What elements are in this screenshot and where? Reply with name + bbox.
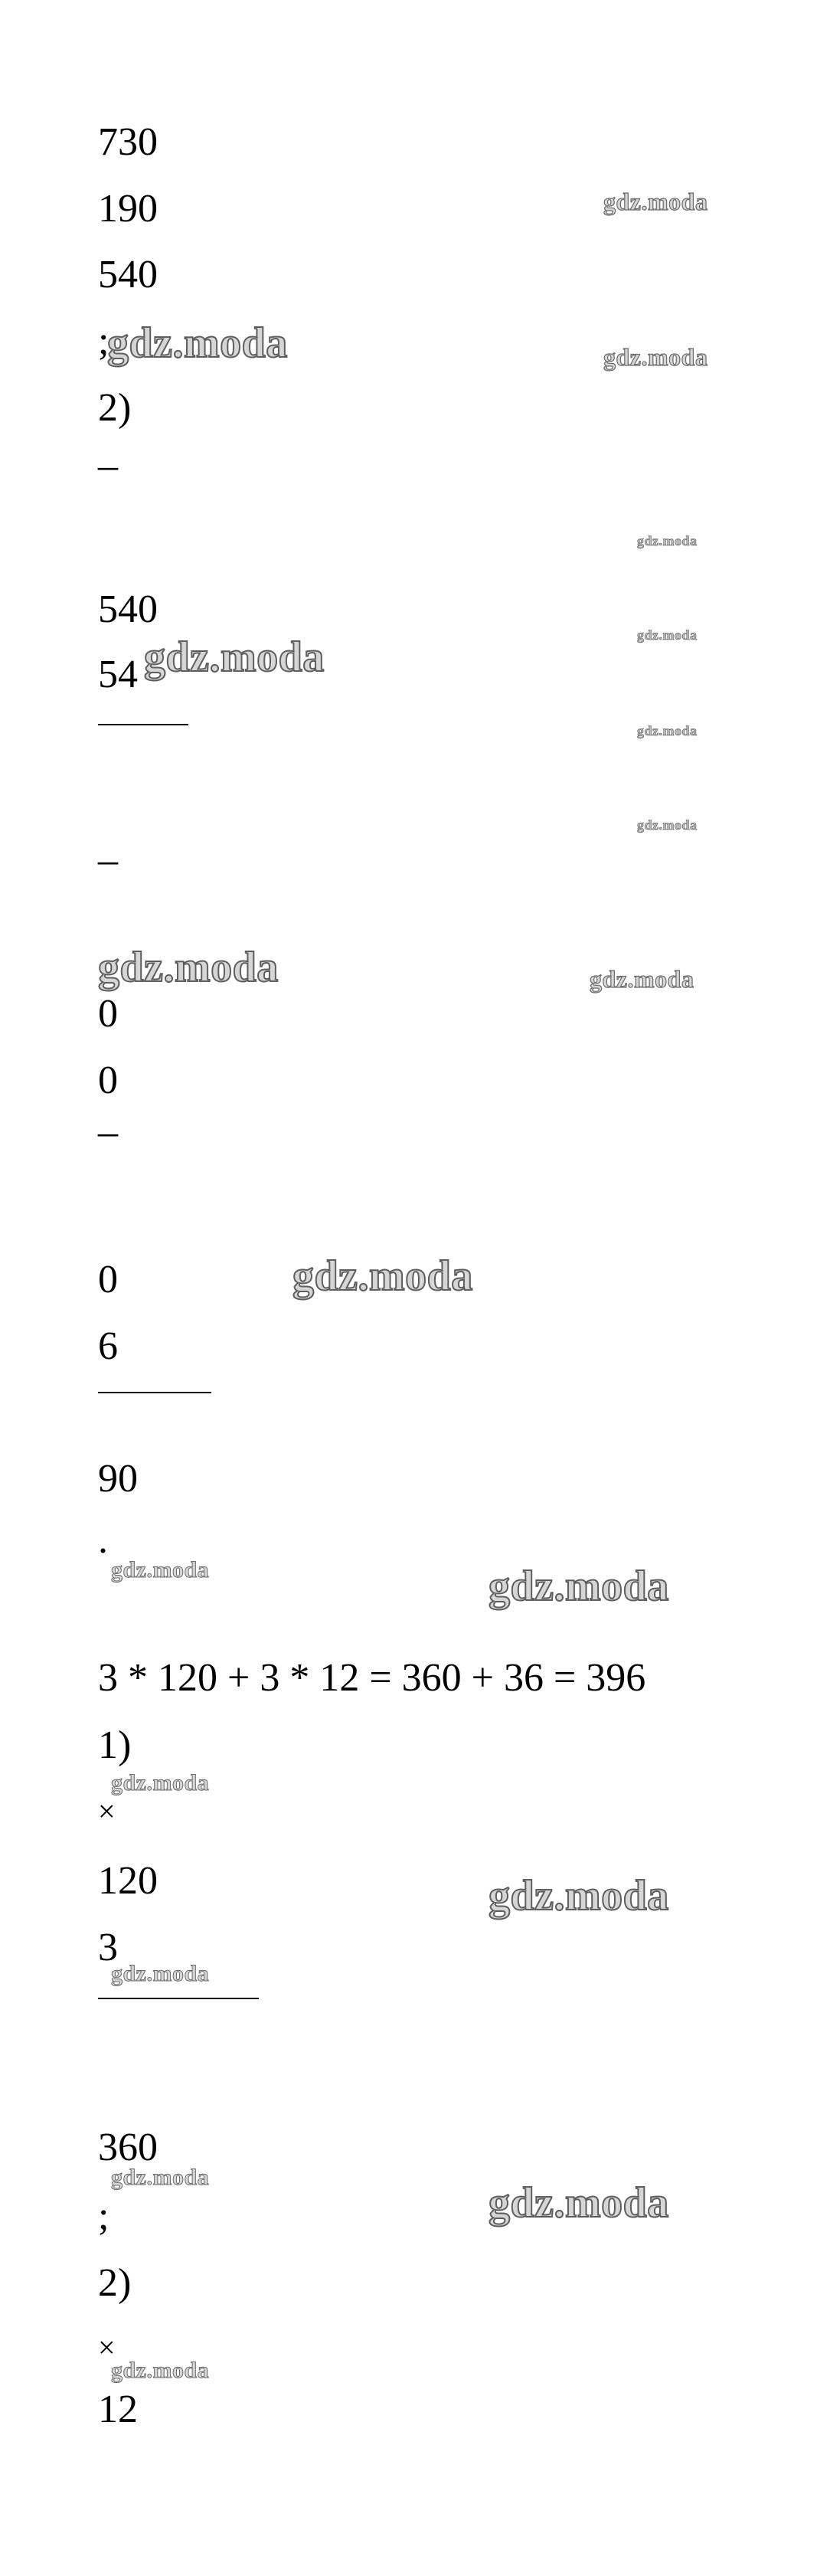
text-line-360: 360: [98, 2126, 158, 2169]
text-line-12: 12: [98, 2388, 138, 2431]
watermark-logo: gdz.moda: [637, 817, 698, 833]
multiplication-rule: [98, 1998, 259, 1999]
watermark-logo: gdz.moda: [111, 1961, 210, 1986]
text-line-step-2: 2): [98, 2261, 132, 2305]
watermark-logo: gdz.moda: [489, 1872, 669, 1920]
text-line-step-1: 1): [98, 1723, 132, 1767]
watermark-logo: gdz.moda: [590, 965, 694, 993]
watermark-logo: gdz.moda: [111, 2165, 210, 2190]
watermark-logo: gdz.moda: [489, 1563, 669, 1610]
minus-sign: _: [98, 825, 118, 869]
text-line-semicolon: ;: [98, 319, 109, 363]
watermark-logo: gdz.moda: [107, 319, 288, 367]
watermark-logo: gdz.moda: [637, 723, 698, 738]
text-line-step-2: 2): [98, 386, 132, 430]
division-rule: [98, 724, 188, 725]
text-line-0: 0: [98, 992, 118, 1036]
watermark-logo: gdz.moda: [637, 627, 698, 643]
text-line-semicolon: ;: [98, 2195, 109, 2238]
watermark-logo: gdz.moda: [489, 2179, 669, 2227]
watermark-logo: gdz.moda: [603, 343, 708, 371]
text-line-540: 540: [98, 253, 158, 296]
multiply-sign: ×: [98, 1794, 116, 1828]
watermark-logo: gdz.moda: [111, 1557, 210, 1583]
text-line-0: 0: [98, 1258, 118, 1301]
minus-sign: _: [98, 430, 118, 474]
expression-line: 3 * 120 + 3 * 12 = 360 + 36 = 396: [98, 1656, 646, 1700]
watermark-logo: gdz.moda: [292, 1252, 473, 1300]
text-line-0: 0: [98, 1059, 118, 1102]
text-line-120: 120: [98, 1859, 158, 1903]
text-line-6: 6: [98, 1324, 118, 1368]
text-line-190: 190: [98, 187, 158, 231]
text-line-540-dividend: 540: [98, 588, 158, 631]
division-rule: [98, 1392, 211, 1393]
text-line-90: 90: [98, 1457, 138, 1501]
watermark-logo: gdz.moda: [98, 944, 279, 991]
text-line-730: 730: [98, 120, 158, 164]
watermark-logo: gdz.moda: [111, 1770, 210, 1795]
text-line-period: .: [98, 1518, 108, 1562]
minus-sign: _: [98, 1097, 118, 1141]
watermark-logo: gdz.moda: [637, 533, 698, 548]
watermark-logo: gdz.moda: [111, 2358, 210, 2383]
text-line-54-divisor: 54: [98, 653, 138, 696]
watermark-logo: gdz.moda: [603, 188, 708, 215]
watermark-logo: gdz.moda: [144, 633, 325, 681]
multiply-sign: ×: [98, 2330, 116, 2365]
text-line-3: 3: [98, 1926, 118, 1969]
